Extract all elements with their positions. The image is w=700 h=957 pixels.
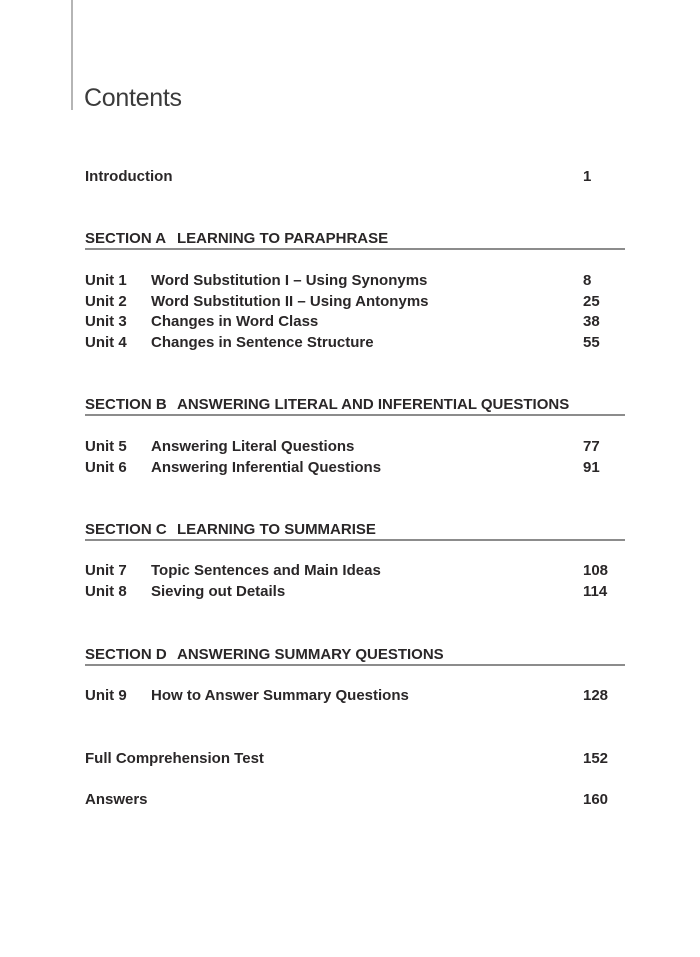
section-header-a — [85, 228, 625, 249]
section-label: SECTION B — [85, 396, 167, 413]
section-title: ANSWERING LITERAL AND INFERENTIAL QUESTIONS — [177, 396, 570, 413]
unit-label: Unit 6 — [85, 459, 127, 476]
unit-label: Unit 7 — [85, 562, 127, 579]
page-number: 38 — [583, 313, 600, 330]
page-number: 25 — [583, 293, 600, 310]
page-number: 152 — [583, 750, 609, 767]
page-number: 55 — [583, 334, 600, 351]
page-number: 8 — [583, 272, 592, 289]
section-title: LEARNING TO SUMMARISE — [177, 521, 376, 538]
toc-row-unit-7 — [85, 560, 625, 581]
section-title: ANSWERING SUMMARY QUESTIONS — [177, 646, 444, 663]
section-title: LEARNING TO PARAPHRASE — [177, 230, 389, 247]
toc-row-unit-6 — [85, 457, 625, 478]
top-margin-rule — [71, 0, 73, 110]
section-header-c — [85, 519, 625, 540]
toc-row-full-comprehension-test — [85, 748, 625, 769]
page-title: Contents — [84, 84, 182, 112]
unit-label: Unit 1 — [85, 272, 127, 289]
section-rule-a — [85, 248, 625, 250]
toc-row-unit-4 — [85, 332, 625, 353]
toc-row-unit-8 — [85, 581, 625, 602]
section-label: SECTION D — [85, 646, 167, 663]
toc-row-unit-2 — [85, 291, 625, 312]
entry-title: Sieving out Details — [151, 583, 286, 600]
entry-title: Introduction — [85, 168, 173, 185]
page-number: 1 — [583, 168, 592, 185]
section-rule-b — [85, 414, 625, 416]
section-header-b — [85, 394, 625, 415]
section-header-d — [85, 644, 625, 665]
page-number: 128 — [583, 687, 609, 704]
toc-row-answers — [85, 789, 625, 810]
toc-row-unit-1 — [85, 270, 625, 291]
entry-title: Full Comprehension Test — [85, 750, 264, 767]
toc-row-unit-3 — [85, 311, 625, 332]
entry-title: Word Substitution II – Using Antonyms — [151, 293, 429, 310]
section-label: SECTION C — [85, 521, 167, 538]
entry-title: Changes in Sentence Structure — [151, 334, 374, 351]
entry-title: Answering Inferential Questions — [151, 459, 382, 476]
unit-label: Unit 2 — [85, 293, 127, 310]
unit-label: Unit 3 — [85, 313, 127, 330]
entry-title: Topic Sentences and Main Ideas — [151, 562, 381, 579]
section-rule-c — [85, 539, 625, 541]
unit-label: Unit 4 — [85, 334, 127, 351]
page-number: 108 — [583, 562, 609, 579]
entry-title: How to Answer Summary Questions — [151, 687, 409, 704]
toc-row-unit-5 — [85, 436, 625, 457]
entry-title: Answering Literal Questions — [151, 438, 355, 455]
unit-label: Unit 9 — [85, 687, 127, 704]
toc-row-introduction — [85, 166, 625, 187]
page-number: 114 — [583, 583, 608, 600]
section-rule-d — [85, 664, 625, 666]
page-number: 91 — [583, 459, 600, 476]
entry-title: Changes in Word Class — [151, 313, 319, 330]
section-label: SECTION A — [85, 230, 167, 247]
unit-label: Unit 5 — [85, 438, 127, 455]
unit-label: Unit 8 — [85, 583, 127, 600]
toc-row-unit-9 — [85, 685, 625, 706]
page-number: 77 — [583, 438, 600, 455]
page-number: 160 — [583, 791, 609, 808]
entry-title: Answers — [85, 791, 148, 808]
entry-title: Word Substitution I – Using Synonyms — [151, 272, 428, 289]
